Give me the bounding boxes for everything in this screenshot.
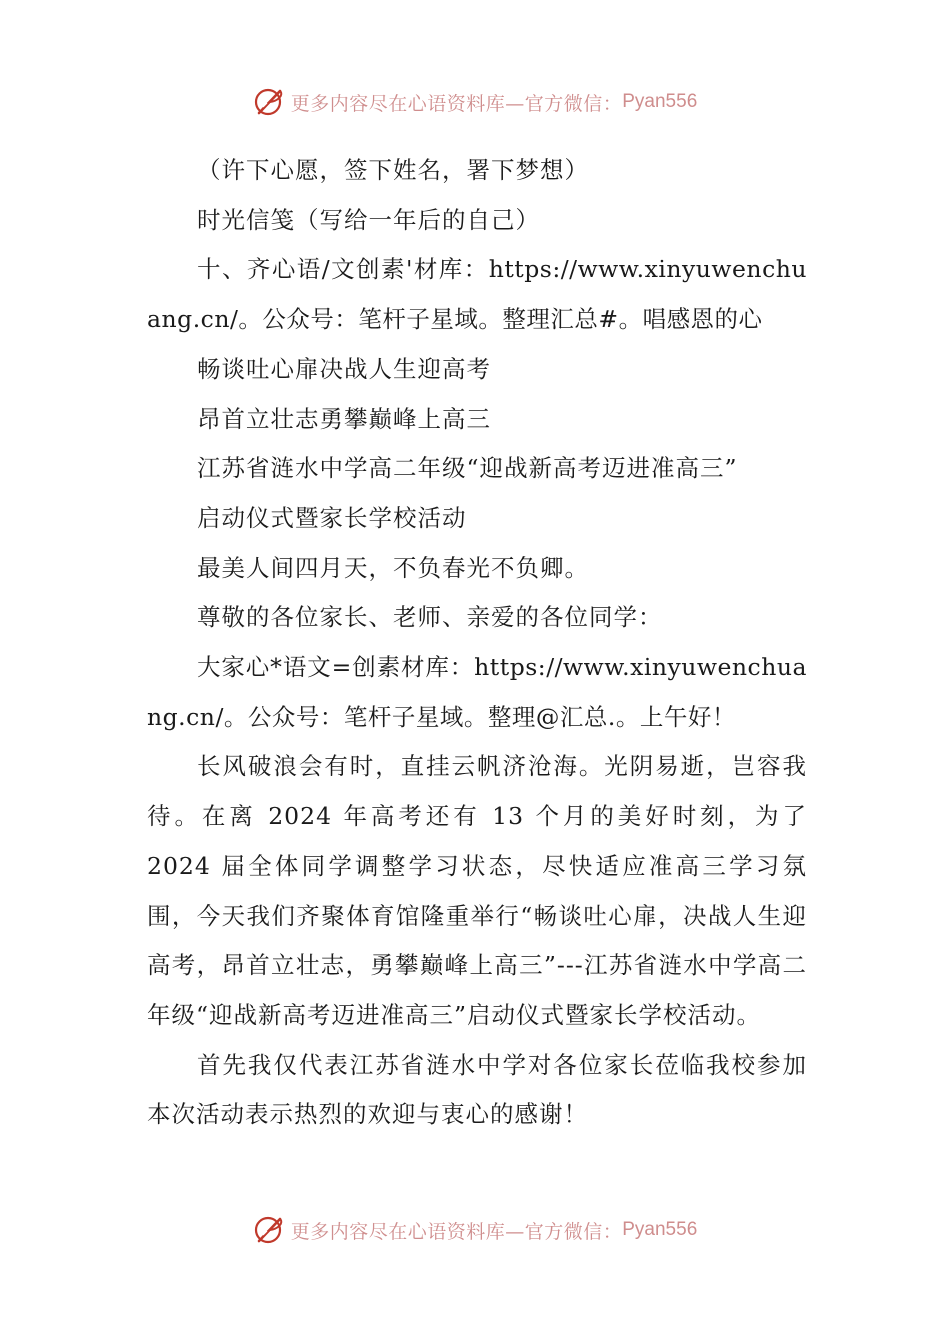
- paragraph: 最美人间四月天，不负春光不负卿。: [197, 553, 589, 582]
- document-body: [147, 146, 807, 1140]
- quill-logo-icon: [253, 85, 287, 119]
- header-wechat-id: Pyan556: [622, 91, 698, 112]
- paragraph: 首先我仅代表江苏省涟水中学对各位家长莅临我校参加本次活动表示热烈的欢迎与衷心的感谢！: [147, 1050, 807, 1129]
- paragraph: 时光信笺（写给一年后的自己）: [197, 205, 540, 234]
- footer-banner-text: 更多内容尽在心语资料库—官方微信：: [290, 1220, 623, 1243]
- header-banner: [0, 82, 950, 122]
- paragraph: 大家心*语文=创素材库：https://www.xinyuwenchuang.cn/。公众号：笔杆子星域。整理@汇总.。上午好！: [147, 653, 807, 731]
- footer-wechat-id: Pyan556: [622, 1219, 698, 1240]
- paragraph: 昂首立壮志勇攀巅峰上高三: [197, 404, 491, 433]
- paragraph: 启动仪式暨家长学校活动: [197, 503, 467, 532]
- paragraph: 长风破浪会有时，直挂云帆济沧海。光阴易逝，岂容我待。在离 2024 年高考还有 13 个月的美好时刻，为了 2024 届全体同学调整学习状态，尽快适应准高三学习氛围，今天我们齐聚体育馆隆重举行“畅谈吐心扉，决战人生迎高考，昂首立壮志，勇攀巅峰上高三”---江苏省涟水中学高二年级“迎战新高考迈进准高三”启动仪式暨家长学校活动。: [147, 752, 807, 1029]
- paragraph: （许下心愿，签下姓名，署下梦想）: [197, 156, 589, 184]
- header-banner-text: 更多内容尽在心语资料库—官方微信：: [290, 92, 623, 115]
- paragraph: 畅谈吐心扉决战人生迎高考: [197, 354, 491, 383]
- paragraph: 尊敬的各位家长、老师、亲爱的各位同学：: [197, 603, 663, 632]
- footer-banner: [0, 1210, 950, 1250]
- paragraph: 江苏省涟水中学高二年级“迎战新高考迈进准高三”: [197, 454, 738, 483]
- paragraph: 十、齐心语/文创素'材库：https://www.xinyuwenchuang.cn/。公众号：笔杆子星域。整理汇总#。唱感恩的心: [147, 255, 807, 334]
- quill-logo-icon: [253, 1213, 287, 1247]
